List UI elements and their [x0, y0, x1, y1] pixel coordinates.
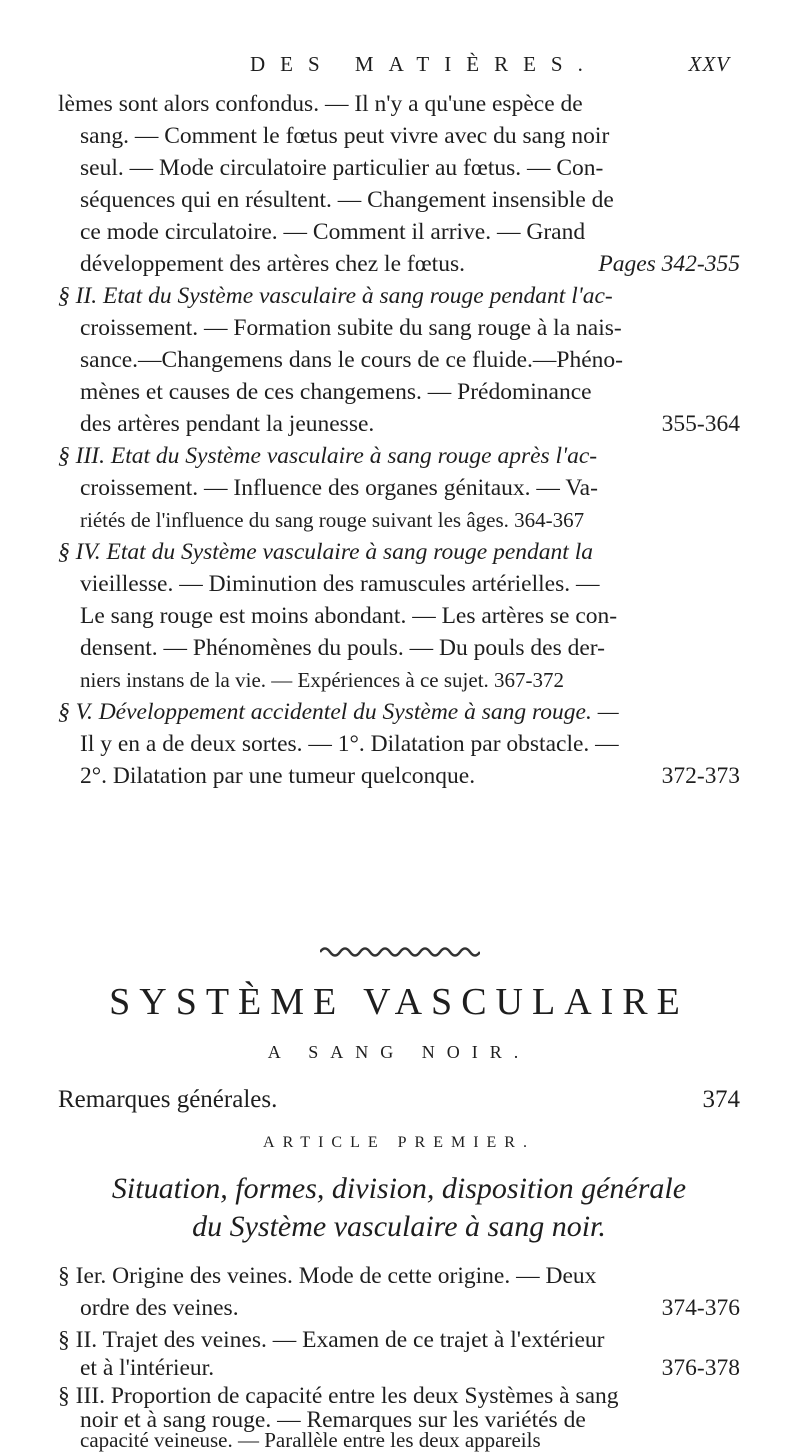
general-remarks-text: Remarques générales.	[58, 1086, 278, 1113]
toc-line: 2°. Dilatation par une tumeur quelconque. 372-373	[80, 763, 740, 789]
toc-line: sang. — Comment le fœtus peut vivre avec du sang noir	[80, 123, 610, 149]
page-ref: 372-373	[661, 763, 740, 789]
toc-line: lèmes sont alors confondus. — Il n'y a qu'une espèce de	[58, 91, 583, 117]
running-head	[250, 52, 730, 77]
toc-line: riétés de l'influence du sang rouge suivant les âges. 364-367	[80, 508, 585, 532]
toc-section-heading: § IV. Etat du Système vasculaire à sang rouge pendant la	[58, 539, 593, 565]
toc-line: sance.—Changemens dans le cours de ce fluide.—Phéno-	[80, 347, 623, 373]
toc-line: croissement. — Formation subite du sang rouge à la nais-	[80, 315, 622, 341]
article-title-line-2: du Système vasculaire à sang noir.	[192, 1210, 606, 1243]
toc-line: niers instans de la vie. — Expériences à ce sujet. 367-372	[80, 668, 565, 692]
page-ref: 355-364	[661, 411, 740, 437]
toc-line: § II. Trajet des veines. — Examen de ce trajet à l'extérieur	[58, 1327, 605, 1353]
toc-line: des artères pendant la jeunesse. 355-364	[80, 411, 740, 437]
wavy-rule-ornament	[320, 945, 480, 959]
toc-line: ce mode circulatoire. — Comment il arrive. — Grand	[80, 219, 586, 245]
toc-line: densent. — Phénomènes du pouls. — Du pouls des der-	[80, 635, 605, 661]
toc-line: mènes et causes de ces changemens. — Prédominance	[80, 379, 592, 405]
toc-line: développement des artères chez le fœtus. Pages 342-355	[80, 251, 740, 277]
general-remarks-line	[58, 1086, 740, 1114]
section-subtitle: A SANG NOIR.	[267, 1042, 531, 1062]
toc-line: § III. Proportion de capacité entre les deux Systèmes à sang	[58, 1383, 619, 1409]
toc-section-heading: § III. Etat du Système vasculaire à sang rouge après l'ac-	[58, 443, 598, 469]
toc-line: séquences qui en résultent. — Changement insensible de	[80, 187, 614, 213]
toc-line: et à l'intérieur. 376-378	[80, 1355, 740, 1381]
page-ref: 374	[702, 1086, 740, 1113]
toc-line: Il y en a de deux sortes. — 1°. Dilatation par obstacle. —	[80, 731, 619, 757]
toc-line: noir et à sang rouge. — Remarques sur les variétés de	[80, 1407, 586, 1433]
toc-line: ordre des veines. 374-376	[80, 1295, 740, 1321]
article-label: ARTICLE PREMIER.	[263, 1134, 535, 1151]
toc-line: seul. — Mode circulatoire particulier au fœtus. — Con-	[80, 155, 604, 181]
page-ref: 376-378	[661, 1355, 740, 1381]
toc-line: croissement. — Influence des organes génitaux. — Va-	[80, 475, 598, 501]
toc-line: Le sang rouge est moins abondant. — Les artères se con-	[80, 603, 618, 629]
toc-section-heading: § II. Etat du Système vasculaire à sang rouge pendant l'ac-	[58, 283, 613, 309]
section-title: SYSTÈME VASCULAIRE	[109, 981, 689, 1023]
page-ref: Pages 342-355	[598, 251, 740, 277]
article-title-line-1: Situation, formes, division, disposition générale	[111, 1172, 687, 1205]
running-head-title: DES MATIÈRES.	[250, 52, 598, 76]
toc-section-heading: § V. Développement accidentel du Système à sang rouge. —	[58, 699, 619, 725]
page-number: XXV	[688, 52, 730, 76]
toc-line: capacité veineuse. — Parallèle entre les deux appareils	[80, 1428, 541, 1452]
toc-line: vieillesse. — Diminution des ramuscules artérielles. —	[80, 571, 600, 597]
page-ref: 374-376	[661, 1295, 740, 1321]
toc-line: § Ier. Origine des veines. Mode de cette origine. — Deux	[58, 1263, 597, 1289]
